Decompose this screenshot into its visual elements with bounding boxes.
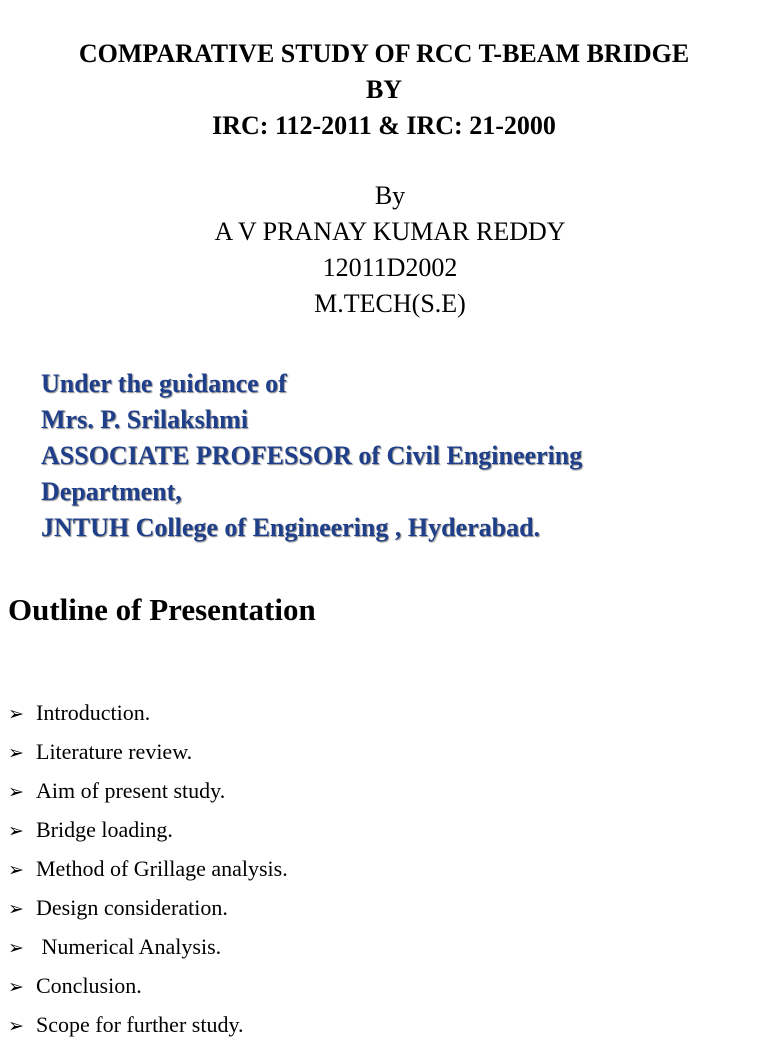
arrow-bullet-icon: ➢	[8, 703, 24, 725]
author-roll-number: 12011D2002	[322, 253, 458, 282]
document-title	[0, 36, 768, 144]
outline-item	[8, 733, 288, 772]
arrow-bullet-icon: ➢	[8, 976, 24, 998]
arrow-bullet-icon: ➢	[8, 1015, 24, 1037]
arrow-bullet-icon: ➢	[8, 937, 24, 959]
guidance-line-3: ASSOCIATE PROFESSOR of Civil Engineering	[41, 441, 583, 470]
arrow-bullet-icon: ➢	[8, 859, 24, 881]
outline-heading: Outline of Presentation	[8, 592, 316, 627]
title-line-2: BY	[365, 75, 403, 104]
outline-item	[8, 811, 288, 850]
outline-item-label: Aim of present study.	[36, 778, 226, 803]
guidance-info	[41, 366, 761, 546]
outline-item-label: Scope for further study.	[36, 1012, 244, 1037]
outline-item-label: Design consideration.	[36, 895, 228, 920]
arrow-bullet-icon: ➢	[8, 781, 24, 803]
outline-item	[8, 1006, 288, 1045]
author-info	[0, 178, 768, 322]
outline-item	[8, 850, 288, 889]
outline-item-label: Bridge loading.	[36, 817, 173, 842]
author-name: A V PRANAY KUMAR REDDY	[214, 217, 566, 246]
outline-item	[8, 889, 288, 928]
outline-list	[8, 694, 288, 1045]
outline-item-label: Numerical Analysis.	[36, 934, 222, 959]
title-line-1: COMPARATIVE STUDY OF RCC T-BEAM BRIDGE	[78, 39, 690, 68]
guidance-line-1: Under the guidance of	[41, 369, 287, 398]
arrow-bullet-icon: ➢	[8, 898, 24, 920]
author-degree: M.TECH(S.E)	[314, 289, 466, 318]
guidance-line-2: Mrs. P. Srilakshmi	[41, 405, 249, 434]
outline-item	[8, 772, 288, 811]
guidance-line-5: JNTUH College of Engineering , Hyderabad.	[41, 513, 541, 542]
outline-item	[8, 694, 288, 733]
author-by: By	[374, 181, 406, 210]
title-line-3: IRC: 112-2011 & IRC: 21-2000	[212, 111, 556, 140]
arrow-bullet-icon: ➢	[8, 742, 24, 764]
outline-item-label: Method of Grillage analysis.	[36, 856, 288, 881]
outline-item-label: Conclusion.	[36, 973, 142, 998]
outline-item-label: Literature review.	[36, 739, 193, 764]
arrow-bullet-icon: ➢	[8, 820, 24, 842]
outline-item	[8, 967, 288, 1006]
outline-item	[8, 928, 288, 967]
guidance-line-4: Department,	[41, 477, 182, 506]
outline-item-label: Introduction.	[36, 700, 151, 725]
